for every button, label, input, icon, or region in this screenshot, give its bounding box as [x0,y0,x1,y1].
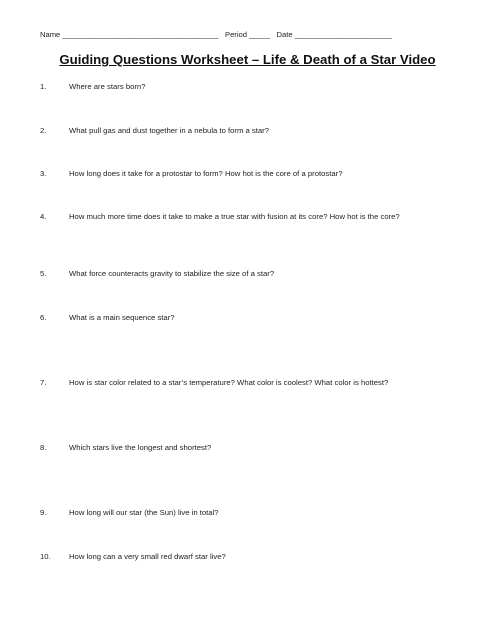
question-item [40,441,465,454]
question-item [40,550,465,563]
question-item [40,267,465,280]
worksheet-title: Guiding Questions Worksheet – Life & Death of a Star Video [59,52,436,67]
period-label: Period [225,30,247,39]
question-item [40,80,465,93]
question-text: What force counteracts gravity to stabilize the size of a star? [69,269,275,278]
question-text: How long will our star (the Sun) live in total? [69,508,219,517]
question-text: What pull gas and dust together in a nebula to form a star? [69,126,269,135]
question-number: 4. [40,212,47,221]
name-blank[interactable]: _____________________________________ [62,30,219,39]
question-text: How much more time does it take to make a true star with fusion at its core? How hot is the core? [69,212,400,221]
question-item [40,311,465,324]
date-blank[interactable]: _______________________ [294,30,392,39]
question-text: Which stars live the longest and shortest? [69,443,212,452]
question-number: 6. [40,313,47,322]
question-text: Where are stars born? [69,82,146,91]
question-text: How is star color related to a star’s temperature? What color is coolest? What color is hottest? [69,378,389,387]
question-number: 3. [40,169,47,178]
question-number: 10. [40,552,51,561]
question-item [40,376,465,389]
question-number: 1. [40,82,47,91]
date-label: Date [276,30,293,39]
period-blank[interactable]: _____ [249,30,271,39]
question-item [40,210,465,223]
question-text: How long does it take for a protostar to form? How hot is the core of a protostar? [69,169,343,178]
question-number: 7. [40,378,47,387]
question-text: How long can a very small red dwarf star live? [69,552,226,561]
question-number: 8. [40,443,47,452]
question-number: 2. [40,126,47,135]
name-label: Name [40,30,61,39]
question-item [40,167,465,180]
question-text: What is a main sequence star? [69,313,175,322]
question-item [40,506,465,519]
student-info-line [40,30,460,39]
question-number: 9. [40,508,47,517]
question-item [40,124,465,137]
question-number: 5. [40,269,47,278]
